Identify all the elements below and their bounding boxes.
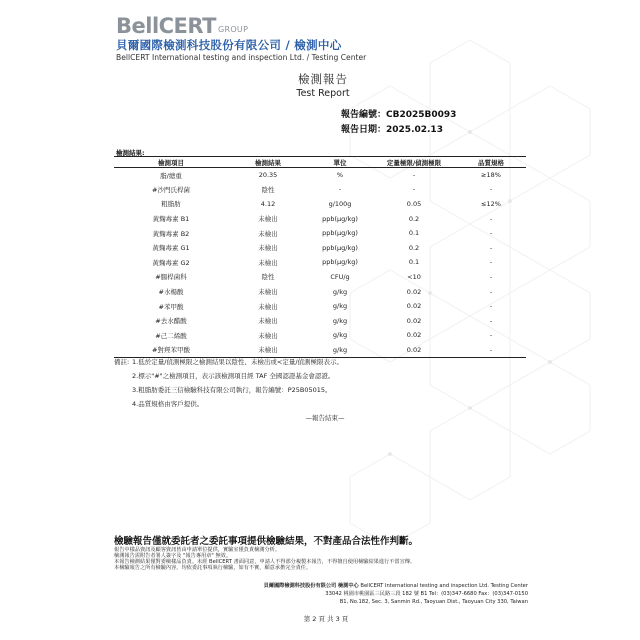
footer-company-en: BellCERT International testing and inspection Ltd. Testing Center [360,583,528,589]
cell-limit: - [412,171,416,180]
note-line [114,371,343,385]
cell-result: 未檢出 [258,288,278,297]
cell-item: #水楊酸 [158,288,184,297]
footer-line-3: B1, No.182, Sec. 3, Sanmin Rd., Taoyuan Dist., Taoyuan City 330, Taiwan [339,599,528,605]
cell-limit: 0.02 [406,331,422,340]
cell-spec: - [489,302,493,311]
table-row [114,226,526,241]
cell-spec: - [489,258,493,267]
cell-item: 黃麴毒素 G1 [152,244,190,253]
table-row [114,168,526,183]
footer-company-zh: 貝爾國際檢測科技股份有限公司 檢測中心 [263,583,359,589]
note-line [114,385,343,399]
cell-spec: - [489,287,493,296]
cell-result: 陰性 [261,273,275,282]
cell-result: 未檢出 [258,258,278,267]
table-row [114,197,526,212]
note-text: 1.低於定量/偵測極限之檢測結果以陰性、未檢出或<定量/偵測極限表示。 [132,358,344,366]
disclaimer-line: 本檢驗報告之所有檢驗內容，均依委託事項執行檢驗，如有不實，願意承擔完全責任。 [114,565,312,571]
cell-item: 脂/總重 [160,171,182,180]
header-unit: 單位 [308,157,372,168]
cell-unit: g/kg [332,331,348,340]
cell-result: 未檢出 [258,244,278,253]
cell-spec: - [456,343,526,358]
cell-limit: 0.05 [406,199,422,208]
cell-unit: ppb(μg/kg) [322,214,358,223]
cell-item: #沙門氏桿菌 [152,185,190,194]
cell-limit: - [412,185,416,194]
cell-result: 20.35 [258,171,278,180]
table-row [114,299,526,314]
footer-address [264,582,528,606]
cell-unit: % [336,171,344,180]
cell-limit: 0.1 [408,258,420,267]
cell-spec: - [489,316,493,325]
report-date-value: 2025.02.13 [386,125,443,135]
cell-unit: g/kg [308,343,372,358]
cell-unit: ppb(μg/kg) [322,258,358,267]
cell-limit: 0.02 [406,302,422,311]
table-row [114,313,526,328]
company-name-en: BellCERT International testing and inspection Ltd. / Testing Center [116,53,367,62]
disclaimer-text [114,547,415,571]
logo-main-text: BellCERT [116,14,216,38]
disclaimer-line: 檢測報告需附告者署人簽字及 "報告專用章" 無效。 [114,553,232,559]
results-label: 檢測結果: [116,149,145,157]
cell-item: 黃麴毒素 B2 [152,229,190,238]
cell-item: #對羥苯甲酸 [114,343,228,358]
table-row [114,284,526,299]
cell-item: #腸桿菌科 [155,273,187,282]
report-end-marker: —報告結束— [305,414,345,422]
cell-result: 未檢出 [258,215,278,224]
disclaimer-line: 報告中樣品資訊及顧客資訊皆由申請單位提供，實驗室僅負責檢測分析。 [114,547,281,553]
cell-result: 4.12 [260,199,276,208]
cell-result: 陰性 [261,185,275,194]
table-row [114,182,526,197]
cell-item: #去水醋酸 [155,317,187,326]
note-line [114,357,343,371]
report-meta [341,108,456,138]
cell-result: 未檢出 [258,302,278,311]
cell-spec: ≥18% [481,171,501,180]
footer-line-1 [264,582,528,590]
header-item: 檢測項目 [114,157,228,168]
table-row [114,211,526,226]
cell-unit: ppb(μg/kg) [322,229,358,238]
cell-limit: 0.02 [406,287,422,296]
cell-unit: g/kg [332,287,348,296]
table-row [114,255,526,270]
table-row [114,328,526,343]
cell-spec: - [489,272,493,281]
report-number-row [341,108,456,123]
cell-item: #己二烯酸 [155,331,187,340]
report-title-zh: 檢測報告 [298,72,348,86]
report-date-label: 報告日期： [341,125,387,135]
cell-spec: - [489,331,493,340]
notes-label: 備註: [114,358,130,366]
header-spec: 品質規格 [456,157,526,168]
note-text: 3.粗脂肪委託三信檢驗科技有限公司執行，報告編號：P25B05015。 [132,386,332,394]
cell-item: 粗脂肪 [161,200,181,209]
report-number-value: CB2025B0093 [386,110,457,120]
cell-unit: CFU/g [330,272,350,281]
cell-unit: g/kg [332,302,348,311]
cell-unit: g/100g [328,199,352,208]
cell-unit: g/kg [332,316,348,325]
footer-line-2: 33042 桃園市桃園區三民路三段 182 號 B1 Tel：(03)347-6680 Fax：(03)347-0150 [325,591,528,597]
cell-item: 黃麴毒素 B1 [152,215,190,224]
cell-result: 未檢出 [228,343,308,358]
cell-unit: ppb(μg/kg) [322,243,358,252]
cell-limit: 0.1 [408,229,420,238]
cell-limit: 0.2 [408,214,420,223]
cell-spec: - [489,229,493,238]
note-line [114,399,343,413]
cell-spec: - [489,185,493,194]
disclaimer-line: 本報告檢測結果僅對委檢樣品負責。未經 BellCERT 書面同意，申請人不得部分複製本報告，不得擅自使用檢驗結果進行不當宣傳。 [114,559,416,565]
report-date-row [341,123,456,138]
results-table [114,156,526,358]
company-name-zh: 貝爾國際檢測科技股份有限公司 / 檢測中心 [116,38,342,52]
cell-result: 未檢出 [258,331,278,340]
table-header-row [114,157,526,168]
cell-spec: - [489,243,493,252]
bellcert-logo [116,13,248,37]
page-number: 第 2 頁 共 3 頁 [303,615,349,623]
cell-limit: <10 [407,272,421,281]
cell-spec: ≤12% [481,199,501,208]
results-body [114,168,526,358]
note-text: 2.標示"#"之檢測項目，表示該檢測項目經 TAF 全國認證基金會認證。 [132,372,335,380]
disclaimer-title: 檢驗報告僅就委託者之委託事項提供檢驗結果，不對產品合法性作判斷。 [114,536,419,547]
notes [114,357,343,413]
header-result: 檢測結果 [228,157,308,168]
logo-group-text: GROUP [217,25,249,34]
cell-item: 黃麴毒素 G2 [152,258,190,267]
cell-limit: 0.2 [408,243,420,252]
table-row [114,240,526,255]
report-title-en: Test Report [296,88,350,99]
table-row [114,270,526,285]
cell-limit: 0.02 [372,343,456,358]
cell-item: #苯甲酸 [158,302,184,311]
cell-unit: - [338,185,342,194]
report-number-label: 報告編號： [341,110,387,120]
cell-result: 未檢出 [258,317,278,326]
table-row [114,343,526,358]
cell-spec: - [489,214,493,223]
cell-limit: 0.02 [406,316,422,325]
cell-result: 未檢出 [258,229,278,238]
note-text: 4.品質規格由客戶提供。 [132,400,204,408]
header-limit: 定量極限/偵測極限 [372,157,456,168]
